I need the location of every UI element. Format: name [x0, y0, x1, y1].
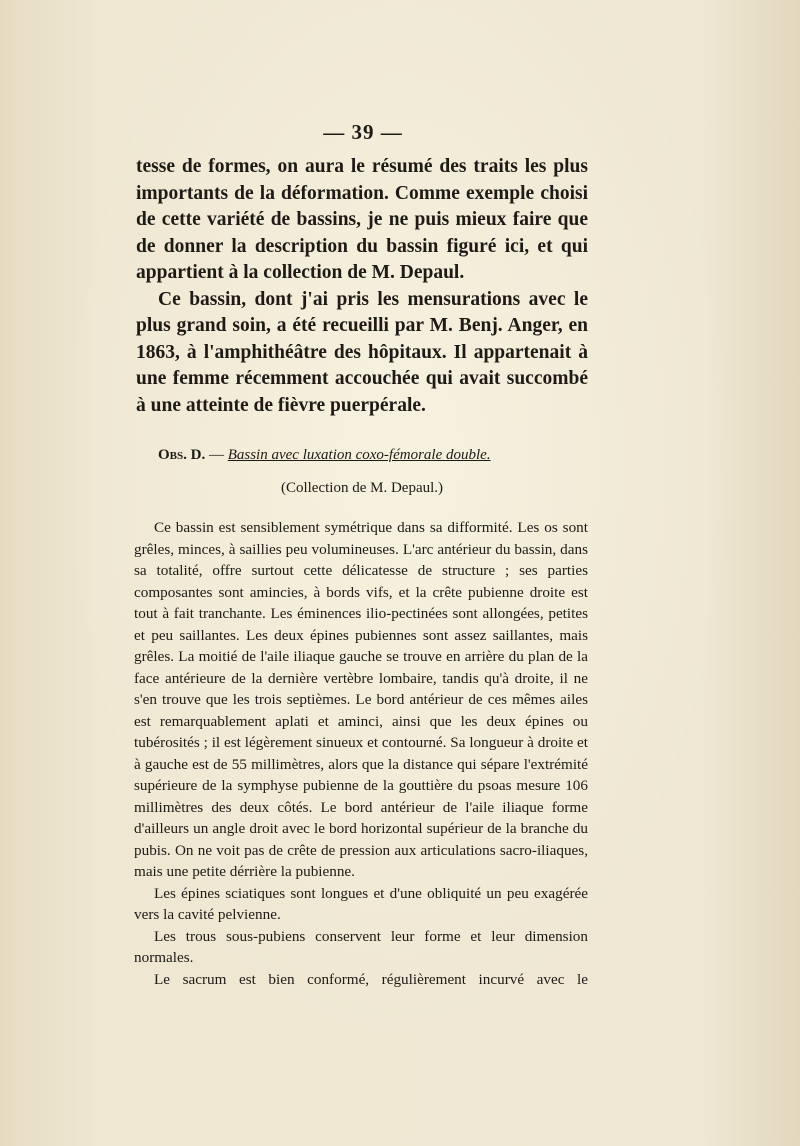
- description-text: [134, 517, 588, 990]
- observation-dash: —: [205, 447, 228, 463]
- specimen-paragraph: Ce bassin, dont j'ai pris les mensurations avec le plus grand soin, a été recueilli par M. Benj. Anger, en 1863, à l'amphithéâtre des hôpitaux. Il appartenait à une femme récemment accouchée qui avait succombé à une atteinte de fièvre puerpérale.: [136, 288, 588, 416]
- intro-paragraph: tesse de formes, on aura le résumé des traits les plus importants de la déformation. Comme exemple choisi de cette variété de bassins, je ne puis mieux faire que de donner la description du bassin figuré ici, et qui appartient à la collection de M. Depaul.: [136, 156, 588, 283]
- introduction-text: [136, 154, 588, 419]
- foramen-paragraph: Les trous sous-pubiens conservent leur forme et leur dimension normales.: [134, 927, 588, 966]
- page-number: — 39 —: [323, 120, 403, 144]
- observation-label: Obs. D.: [158, 447, 206, 463]
- sciatic-paragraph: Les épines sciatiques sont longues et d'une obliquité un peu exagérée vers la cavité pelvienne.: [134, 884, 588, 923]
- observation-heading: [136, 445, 596, 465]
- observation-collection: (Collection de M. Depaul.): [280, 480, 444, 496]
- sacrum-paragraph: Le sacrum est bien conformé, régulièrement incurvé avec le: [154, 970, 588, 988]
- description-paragraph: Ce bassin est sensiblement symétrique dans sa difformité. Les os sont grêles, minces, à saillies peu volumineuses. L'arc antérieur du bassin, dans sa totalité, offre surtout cette délicatesse de structure ; ses parties composantes sont amincies, à bords vifs, et la crête pubienne droite est tout à fait tranchante. Les éminences ilio-pectinées sont allongées, petites et peu saillantes. Les deux épines pubiennes sont assez saillantes, mais grêles. La moitié de l'aile iliaque gauche se trouve en arrière du plan de la face antérieure de la dernière vertèbre lombaire, tandis qu'à droite, il ne s'en trouve que les trois septièmes. Le bord antérieur de ces mêmes ailes est remarquablement aplati et aminci, ainsi que les deux épines ou tubérosités ; il est légèrement sinueux et contourné. Sa longueur à droite et à gauche est de 55 millimètres, alors que la distance qui sépare l'extrémité supérieure de la symphyse pubienne de la gouttière du psoas mesure 106 millimètres des deux côtés. Le bord antérieur de l'aile iliaque forme d'ailleurs un angle droit avec le bord horizontal supérieur de la branche du pubis. On ne voit pas de crête de pression aux articulations sacro-iliaques, mais une petite dérrière la pubienne.: [134, 519, 588, 880]
- observation-title: Bassin avec luxation coxo-fémorale double.: [227, 447, 491, 463]
